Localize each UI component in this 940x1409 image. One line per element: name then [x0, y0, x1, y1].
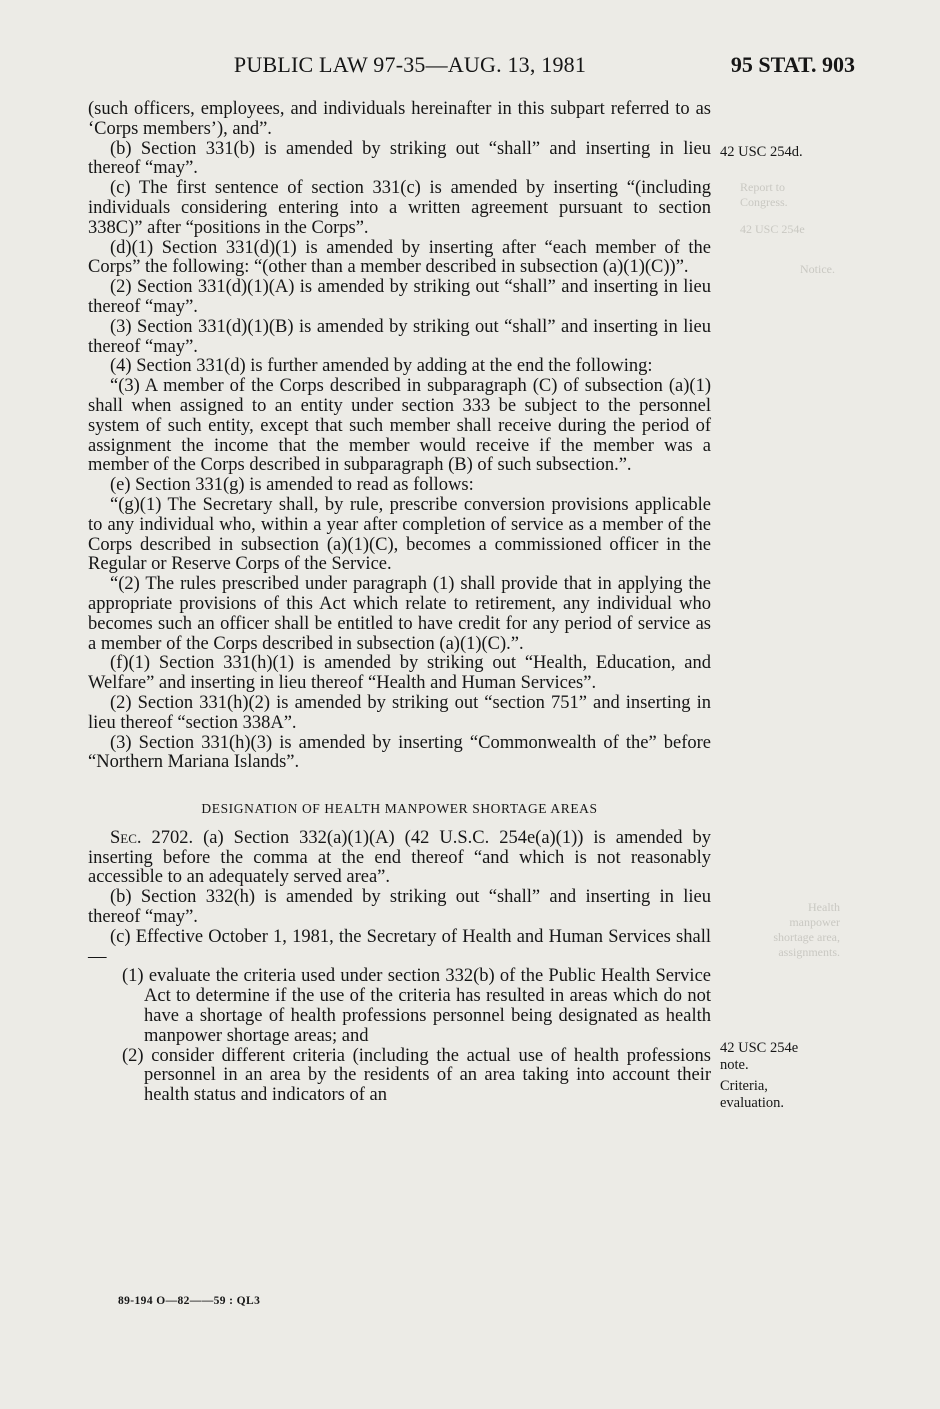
statute-page-number: 95 STAT. 903 [730, 52, 855, 77]
margin-citation: 42 USC 254d. [720, 144, 803, 160]
paragraph: (such officers, employees, and individuals hereinafter in this subpart referred to as ‘Corps members’), and”. [88, 99, 711, 139]
paragraph: “(3) A member of the Corps described in subparagraph (C) of subsection (a)(1) shall when assigned to an entity under section 333 be subject to the personnel system of such entity, except that such member shall receive during the period of assignment the income that the member would receive if the member was a member of the Corps described in subparagraph (B) of such subsection.”. [88, 376, 711, 476]
paragraph: (d)(1) Section 331(d)(1) is amended by inserting after “each member of the Corps” the following: “(other than a member described in subsection (a)(1)(C))”. [88, 237, 711, 278]
paragraph: (4) Section 331(d) is further amended by adding at the end the following: [110, 356, 653, 377]
list-item: (1) evaluate the criteria used under section 332(b) of the Public Health Service Act to determine if the use of the criteria has resulted in areas which do not have a shortage of health professions personnel being designated as health manpower shortage areas; and [122, 966, 711, 1046]
margin-note-line: evaluation. [720, 1095, 785, 1111]
law-body-text [88, 100, 711, 1106]
paragraph: “(2) The rules prescribed under paragraph (1) shall provide that in applying the appropriate provisions of this Act which relate to retirement, any individual who becomes such an officer shall be entitled to have credit for any period of service as a member of the Corps described in subsection (a)(1)(C).”. [88, 574, 711, 654]
paragraph: (3) Section 331(d)(1)(B) is amended by striking out “shall” and inserting in lieu thereof “may”. [88, 316, 711, 357]
paragraph: (3) Section 331(h)(3) is amended by inserting “Commonwealth of the” before “Northern Mariana Islands”. [88, 732, 711, 773]
bleed-through-note: Health manpower shortage area, assignments. [773, 900, 840, 959]
bleed-through-note: 42 USC 254e [740, 222, 805, 236]
paragraph: (e) Section 331(g) is amended to read as follows: [110, 475, 474, 496]
paragraph-text: (a) Section 332(a)(1)(A) (42 U.S.C. 254e(a)(1)) is amended by inserting before the comma at the end thereof “and which is not reasonably accessible to an adequately served area”. [88, 827, 712, 888]
bleed-through-note: Notice. [800, 262, 835, 276]
margin-note-line: Criteria, [720, 1078, 768, 1094]
paragraph: (b) Section 331(b) is amended by striking out “shall” and inserting in lieu thereof “may”. [88, 138, 711, 179]
running-header-title: PUBLIC LAW 97-35—AUG. 13, 1981 [233, 52, 587, 77]
margin-citation-line: note. [720, 1057, 749, 1073]
section-heading: DESIGNATION OF HEALTH MANPOWER SHORTAGE AREAS [201, 801, 598, 817]
margin-citation [720, 1040, 830, 1074]
margin-note-criteria [720, 1078, 830, 1112]
paragraph: “(g)(1) The Secretary shall, by rule, prescribe conversion provisions applicable to any individual who, within a year after completion of service as a member of the Corps described in subsection (a)(1)(C), becomes a commissioned officer in the Regular or Reserve Corps of the Service. [88, 494, 711, 575]
paragraph: (2) Section 331(d)(1)(A) is amended by striking out “shall” and inserting in lieu thereof “may”. [88, 277, 711, 317]
list-item: (2) consider different criteria (including the actual use of health professions personnel in an area by the residents of an area taking into account their health status and indicators of an [122, 1045, 711, 1106]
margin-citation-line: 42 USC 254e [720, 1040, 799, 1056]
print-footer: 89-194 O—82——59 : QL3 [118, 1295, 261, 1307]
section-paragraph: (b) Section 332(h) is amended by striking out “shall” and inserting in lieu thereof “may”. [88, 887, 711, 928]
section-paragraph: (c) Effective October 1, 1981, the Secretary of Health and Human Services shall— [88, 926, 711, 967]
paragraph: (2) Section 331(h)(2) is amended by striking out “section 751” and inserting in lieu thereof “section 338A”. [88, 692, 711, 733]
section-number: Sec. 2702. [110, 827, 194, 848]
section-paragraph [88, 829, 711, 888]
paragraph: (f)(1) Section 331(h)(1) is amended by striking out “Health, Education, and Welfare” and inserting in lieu thereof “Health and Human Services”. [88, 653, 711, 694]
paragraph: (c) The first sentence of section 331(c) is amended by inserting “(including individuals considering entering into a written agreement pursuant to section 338C)” after “positions in the Corps”. [88, 178, 711, 238]
bleed-through-note: Report to Congress. [740, 180, 788, 209]
